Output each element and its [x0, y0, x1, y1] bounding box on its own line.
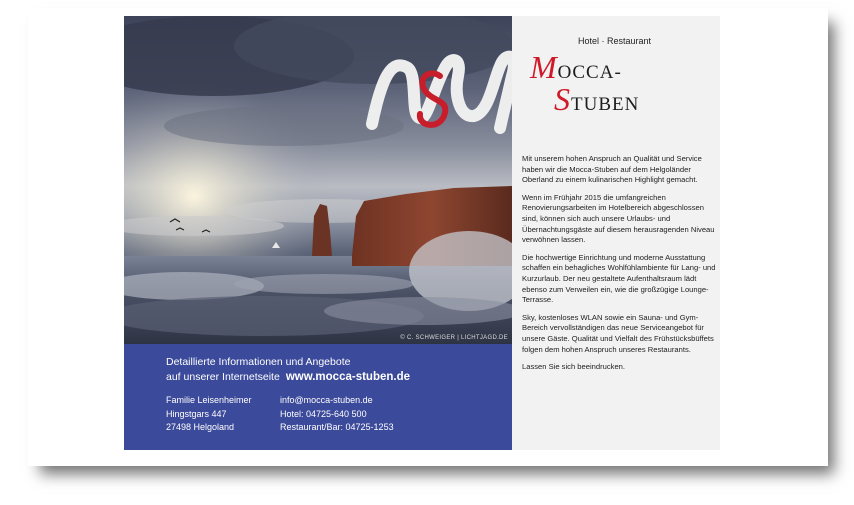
title-initial-s: S: [554, 81, 571, 117]
hotel-phone: Hotel: 04725-640 500: [280, 408, 367, 419]
paragraph: Sky, kostenloses WLAN sowie ein Sauna- und Gym-Bereich vervollständigen das neue Serviceangebot für unsere Gäste. Qualität und Vielfalt des Frühstücksbüffets folgen dem hohen Anspruch unseres Restaurants.: [522, 312, 714, 354]
body-text: [522, 154, 716, 380]
subtitle: Hotel · Restaurant: [578, 36, 652, 46]
info-headline: Detaillierte Informationen und Angebote: [166, 356, 351, 368]
address-line: 27498 Helgoland: [166, 422, 235, 432]
address-line: Familie Leisenheimer: [166, 395, 252, 405]
info-website-prefix: auf unserer Internetseite: [166, 371, 280, 383]
title-line-2: [530, 81, 720, 118]
postal-address: [166, 394, 252, 435]
address-line: Hingstgars 447: [166, 408, 227, 419]
restaurant-phone: Restaurant/Bar: 04725-1253: [280, 422, 394, 432]
info-website-line: [166, 371, 410, 383]
photo-credit: © C. SCHWEIGER | LICHTJAGD.DE: [400, 335, 508, 341]
title-initial-m: M: [530, 49, 558, 85]
title-line-1: [530, 49, 622, 85]
contact-panel: [124, 344, 512, 450]
brand-title: [530, 49, 720, 118]
paragraph: Wenn im Frühjahr 2015 die umfangreichen Renovierungsarbeiten im Hotelbereich abgeschlossen sind, können sich auch unsere Urlaubs- und Übernachtungsgäste auf diesem herausragenden Niveau verwöhnen lassen.: [522, 192, 715, 245]
advertisement: [124, 16, 720, 450]
text-column: [512, 16, 720, 450]
paragraph: Lassen Sie sich beeindrucken.: [522, 362, 626, 372]
title-rest-1: OCCA-: [557, 62, 622, 83]
title-rest-2: TUBEN: [571, 94, 640, 115]
mocca-stuben-monogram-logo: [362, 46, 522, 146]
paragraph: Die hochwertige Einrichtung und moderne Ausstattung schaffen ein behagliches Wohlfühlambiente für Lang- und Kurzurlaub. Der neu gestaltete Aufenthaltsraum lädt ebenso zum Verweilen ein, wie die großzügige Lounge-Terrasse.: [522, 252, 716, 305]
contact-details: [280, 394, 394, 435]
paragraph: Mit unserem hohen Anspruch an Qualität und Service haben wir die Mocca-Stuben auf dem Helgoländer Oberland zu einem kulinarischen Highlight gemacht.: [522, 154, 702, 185]
website-link[interactable]: www.mocca-stuben.de: [285, 371, 411, 383]
email-link[interactable]: info@mocca-stuben.de: [280, 395, 373, 405]
